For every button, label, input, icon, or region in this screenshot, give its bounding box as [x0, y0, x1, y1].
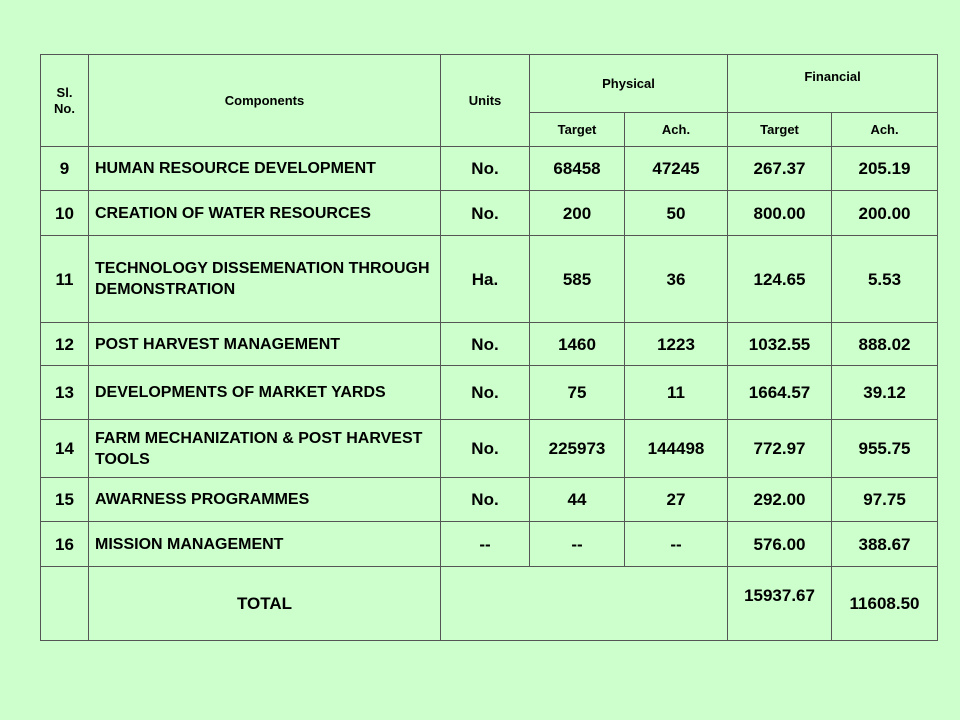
physical-target-cell: 200	[530, 191, 625, 236]
financial-target-cell: 576.00	[728, 522, 832, 567]
financial-target-cell: 1664.57	[728, 366, 832, 420]
financial-target-cell: 1032.55	[728, 323, 832, 366]
financial-ach-cell: 39.12	[832, 366, 938, 420]
physical-target-cell: 1460	[530, 323, 625, 366]
physical-ach-cell: 36	[625, 236, 728, 323]
total-financial-target-value: 15937.67	[744, 586, 815, 605]
physical-target-cell: 44	[530, 478, 625, 522]
total-label: TOTAL	[89, 567, 441, 641]
component-cell: FARM MECHANIZATION & POST HARVEST TOOLS	[89, 420, 441, 478]
financial-target-cell: 292.00	[728, 478, 832, 522]
sl-no-cell: 11	[41, 236, 89, 323]
financial-ach-cell: 200.00	[832, 191, 938, 236]
total-financial-ach-cell: 11608.50	[832, 567, 938, 641]
physical-target-cell: 75	[530, 366, 625, 420]
component-cell: CREATION OF WATER RESOURCES	[89, 191, 441, 236]
unit-cell: No.	[441, 191, 530, 236]
component-cell: DEVELOPMENTS OF MARKET YARDS	[89, 366, 441, 420]
component-cell: HUMAN RESOURCE DEVELOPMENT	[89, 147, 441, 191]
physical-target-header: Target	[530, 113, 625, 147]
sl-no-cell: 16	[41, 522, 89, 567]
components-header: Components	[89, 55, 441, 147]
financial-header: Financial	[728, 55, 938, 113]
sl-no-cell: 9	[41, 147, 89, 191]
unit-cell: --	[441, 522, 530, 567]
financial-target-header: Target	[728, 113, 832, 147]
physical-ach-cell: 47245	[625, 147, 728, 191]
sl-no-cell: 13	[41, 366, 89, 420]
table-row	[41, 366, 938, 420]
financial-ach-header: Ach.	[832, 113, 938, 147]
table-row	[41, 522, 938, 567]
physical-ach-cell: 144498	[625, 420, 728, 478]
financial-ach-cell: 205.19	[832, 147, 938, 191]
physical-header: Physical	[530, 55, 728, 113]
sl-no-cell: 14	[41, 420, 89, 478]
unit-cell: No.	[441, 366, 530, 420]
units-header: Units	[441, 55, 530, 147]
financial-target-cell: 124.65	[728, 236, 832, 323]
table-row	[41, 478, 938, 522]
sl-no-cell: 12	[41, 323, 89, 366]
financial-ach-cell: 955.75	[832, 420, 938, 478]
financial-target-cell: 772.97	[728, 420, 832, 478]
table-row	[41, 147, 938, 191]
unit-cell: Ha.	[441, 236, 530, 323]
unit-cell: No.	[441, 323, 530, 366]
table-row	[41, 323, 938, 366]
physical-ach-cell: 11	[625, 366, 728, 420]
unit-cell: No.	[441, 147, 530, 191]
table-row	[41, 420, 938, 478]
physical-target-cell: --	[530, 522, 625, 567]
sl-no-cell: 10	[41, 191, 89, 236]
table-row	[41, 191, 938, 236]
financial-ach-cell: 5.53	[832, 236, 938, 323]
financial-ach-cell: 388.67	[832, 522, 938, 567]
progress-table	[40, 54, 938, 641]
sl-no-cell: 15	[41, 478, 89, 522]
physical-ach-cell: 50	[625, 191, 728, 236]
physical-ach-cell: --	[625, 522, 728, 567]
component-cell: POST HARVEST MANAGEMENT	[89, 323, 441, 366]
sl-no-header: Sl. No.	[41, 55, 89, 147]
table-row	[41, 236, 938, 323]
physical-ach-cell: 27	[625, 478, 728, 522]
financial-target-cell: 800.00	[728, 191, 832, 236]
total-physical-empty-cell	[441, 567, 728, 641]
component-cell: MISSION MANAGEMENT	[89, 522, 441, 567]
total-row	[41, 567, 938, 641]
unit-cell: No.	[441, 478, 530, 522]
financial-ach-cell: 888.02	[832, 323, 938, 366]
total-sl-empty-cell	[41, 567, 89, 641]
unit-cell: No.	[441, 420, 530, 478]
physical-target-cell: 585	[530, 236, 625, 323]
physical-ach-cell: 1223	[625, 323, 728, 366]
financial-target-cell: 267.37	[728, 147, 832, 191]
physical-ach-header: Ach.	[625, 113, 728, 147]
component-cell: AWARNESS PROGRAMMES	[89, 478, 441, 522]
physical-target-cell: 68458	[530, 147, 625, 191]
total-financial-target-cell	[728, 567, 832, 641]
financial-ach-cell: 97.75	[832, 478, 938, 522]
header-row-1	[41, 55, 938, 113]
physical-target-cell: 225973	[530, 420, 625, 478]
component-cell: TECHNOLOGY DISSEMENATION THROUGH DEMONSTRATION	[89, 236, 441, 323]
